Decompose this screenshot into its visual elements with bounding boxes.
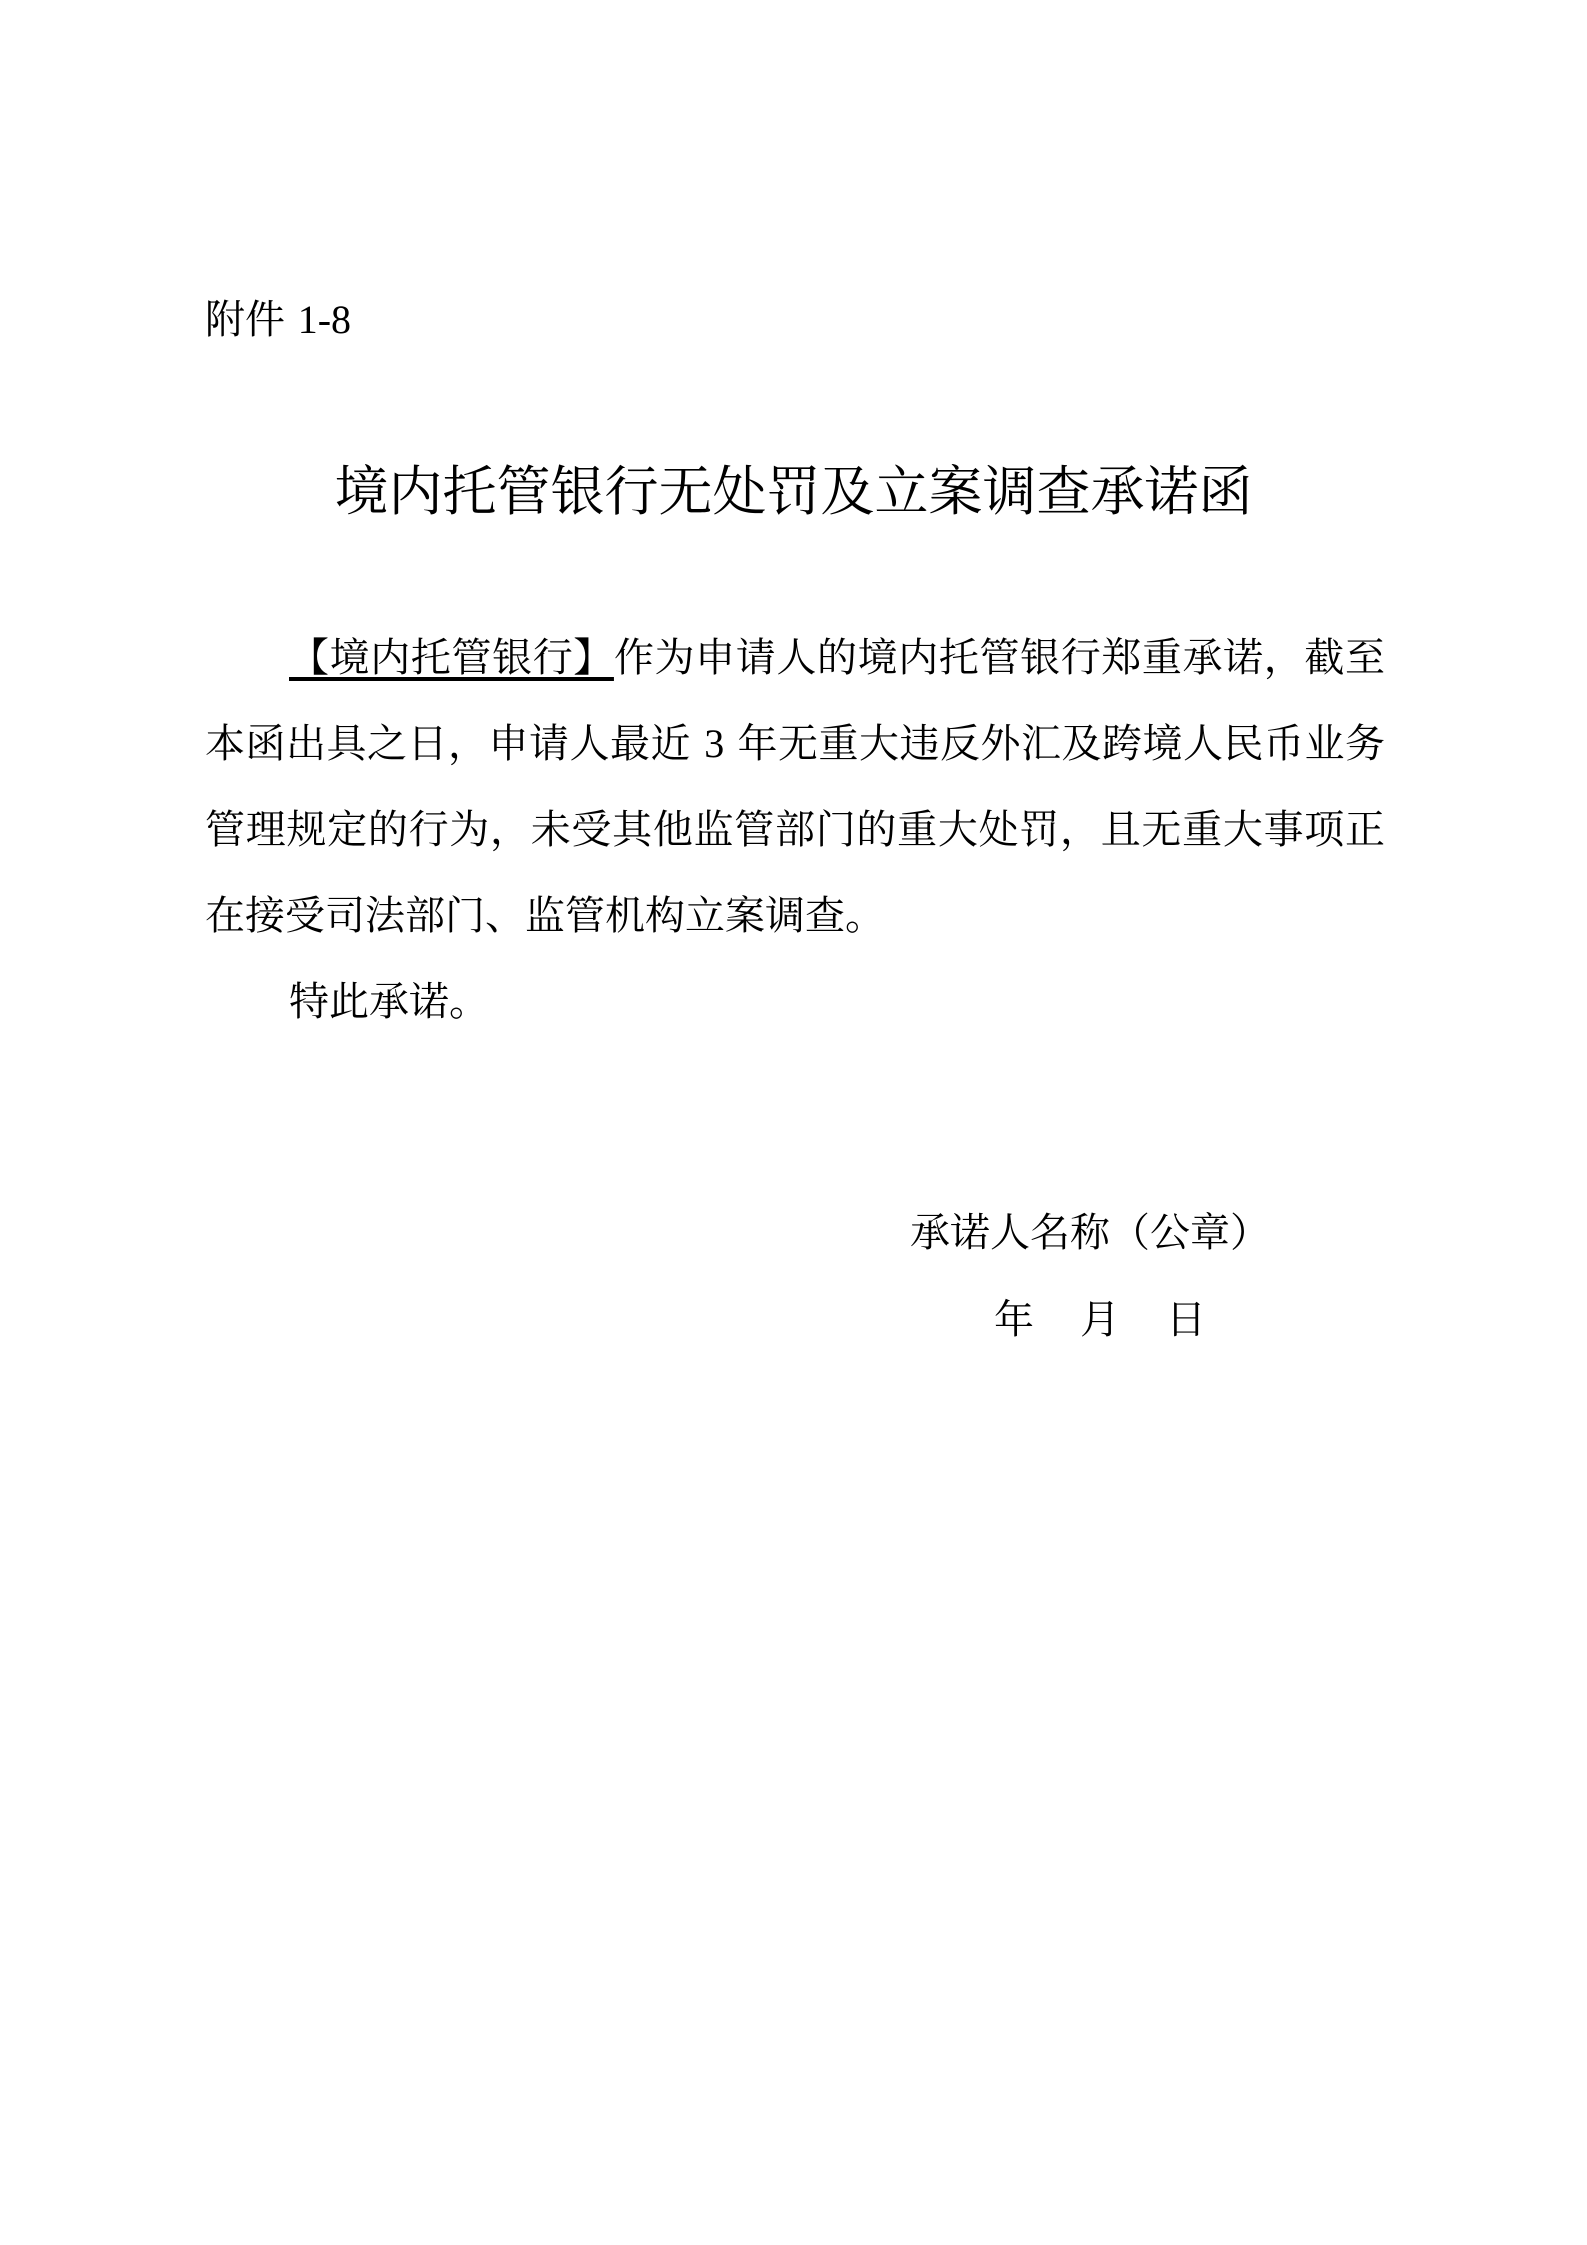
- document-body: [205, 615, 1385, 1045]
- attachment-number: 1-8: [297, 297, 352, 342]
- bank-name-placeholder: 【境内托管银行】: [289, 635, 614, 681]
- body-text-part-1: 作为申请人的境内托管银行郑重承诺，截至本函出具之日，申请人最近: [205, 635, 1386, 767]
- signatory-name-label: 承诺人名称（公章）: [910, 1210, 1270, 1256]
- years-value: 3: [704, 721, 725, 766]
- document-title: 境内托管银行无处罚及立案调查承诺函: [334, 460, 1253, 523]
- attachment-label: [205, 292, 351, 348]
- month-label: 月: [1080, 1297, 1120, 1343]
- commitment-paragraph: [205, 615, 1385, 959]
- day-label: 日: [1166, 1297, 1206, 1343]
- signature-date: [994, 1292, 1206, 1348]
- year-label: 年: [994, 1297, 1034, 1343]
- attachment-prefix: 附件: [205, 297, 285, 343]
- closing-statement: 特此承诺。: [289, 979, 489, 1025]
- body-text-part-2: 年无重大违反外汇及跨境人民币业务管理规定的行为，未受其他监管部门的重大处罚，且无重大事项正在接受司法部门、监管机构立案调查。: [205, 721, 1386, 939]
